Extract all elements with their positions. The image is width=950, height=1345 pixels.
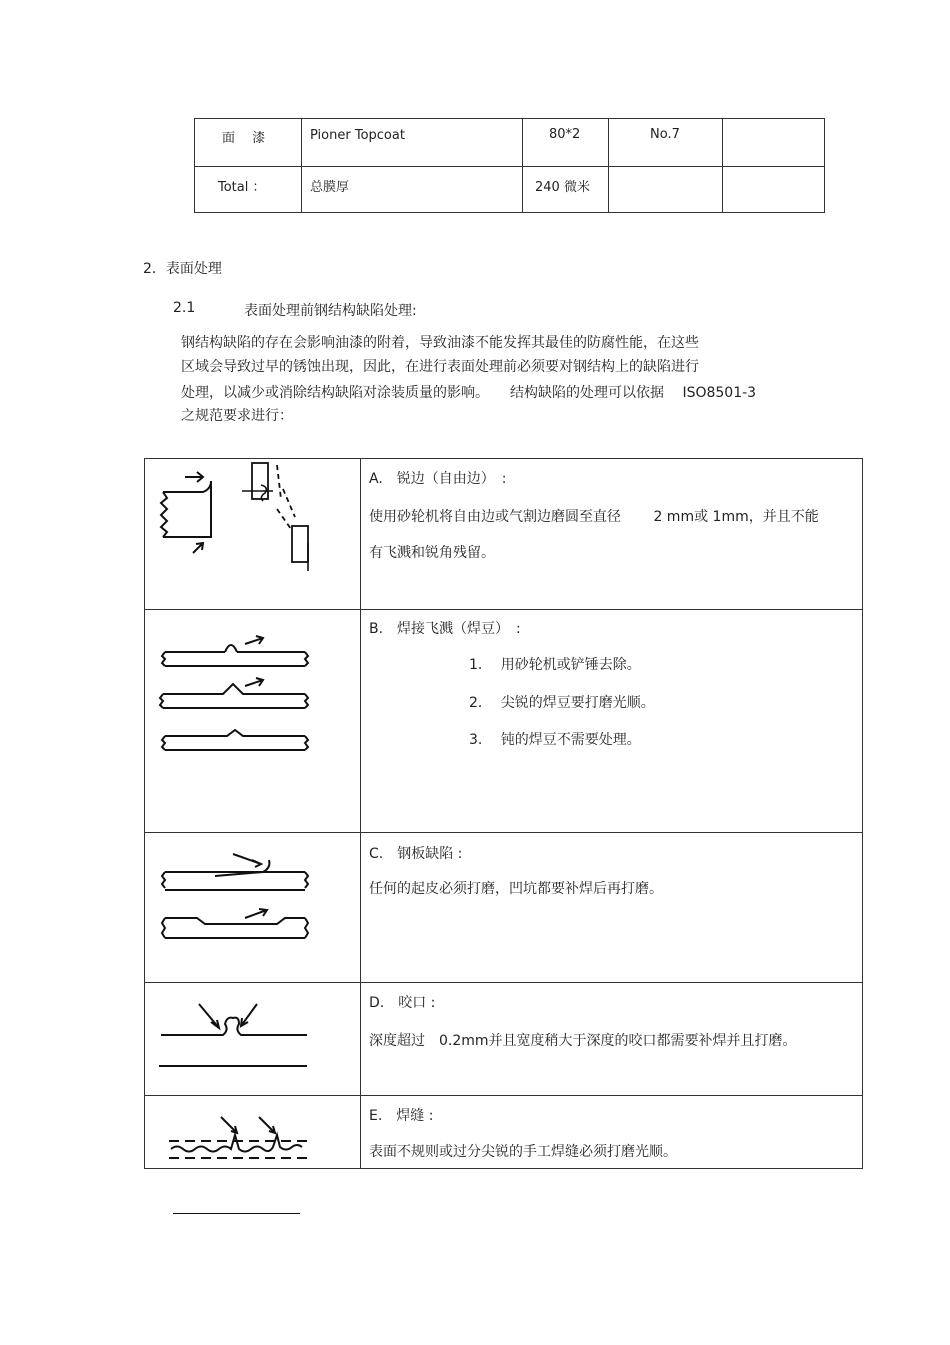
list-item: 3. 钝的焊豆不需要处理。 [469,732,641,748]
paragraph-line: 钢结构缺陷的存在会影响油漆的附着，导致油漆不能发挥其最佳的防腐性能，在这些 [181,335,699,351]
defect-text: 使用砂轮机将自由边或气割边磨圆至直径 2 mm或 1mm，并且不能 [369,509,819,525]
defect-text: 表面不规则或过分尖锐的手工焊缝必须打磨光顺。 [369,1144,677,1160]
defect-row-undercut [144,982,863,1096]
list-item: 1. 用砂轮机或铲锤去除。 [469,657,641,673]
defect-text: 任何的起皮必须打磨，凹坑都要补焊后再打磨。 [369,881,663,897]
defect-row-weld-spatter [144,608,863,833]
plate-defect-diagram [145,832,360,982]
defect-row-weld-seam [144,1095,863,1169]
paragraph-line: 之规范要求进行： [181,408,293,424]
sharp-edge-figure [145,459,361,609]
plate-defect-figure [145,832,361,982]
section-heading: 2．表面处理 [143,261,222,277]
undercut-diagram [145,982,360,1095]
defect-title: E. 焊缝 : [369,1108,434,1124]
defect-row-sharp-edge [144,458,863,610]
cell-desc: 总膜厚 [302,167,523,213]
defect-row-plate-defect [144,832,863,983]
defect-title: B. 焊接飞溅（焊豆） : [369,621,521,637]
cell-empty [609,167,723,213]
weld-spatter-figure [145,608,361,832]
list-item: 2. 尖锐的焊豆要打磨光顺。 [469,695,655,711]
paragraph-line: 区域会导致过早的锈蚀出现，因此，在进行表面处理前必须要对钢结构上的缺陷进行 [181,359,699,375]
weld-seam-figure [145,1095,361,1168]
cell-thickness: 80*2 [523,119,609,167]
defect-title: C. 钢板缺陷 : [369,846,463,862]
cell-layer: 面 漆 [195,119,302,167]
weld-spatter-diagram [145,608,360,832]
table-row [195,119,825,167]
cell-total: 240 微米 [523,167,609,213]
paragraph-line: 处理，以减少或消除结构缺陷对涂装质量的影响。 结构缺陷的处理可以依据 ISO8501-3 [181,385,757,401]
defect-title: D. 咬口 : [369,995,436,1011]
weld-seam-diagram [145,1095,360,1168]
defect-text: 有飞溅和锐角残留。 [369,545,495,561]
defect-title: A. 锐边（自由边） : [369,471,507,487]
cell-label: Total ： [195,167,302,213]
sharp-edge-diagram [145,459,360,609]
subsection-title: 表面处理前钢结构缺陷处理: [244,303,417,319]
defect-text: 深度超过 0.2mm并且宽度稍大于深度的咬口都需要补焊并且打磨。 [369,1033,797,1049]
cell-empty [723,119,825,167]
cell-empty [723,167,825,213]
cell-product: Pioner Topcoat [302,119,523,167]
table-row [195,167,825,213]
undercut-figure [145,982,361,1095]
subsection-number: 2.1 [173,300,196,316]
cell-color: No.7 [609,119,723,167]
footnote-divider [173,1213,300,1214]
coating-table [194,118,825,213]
